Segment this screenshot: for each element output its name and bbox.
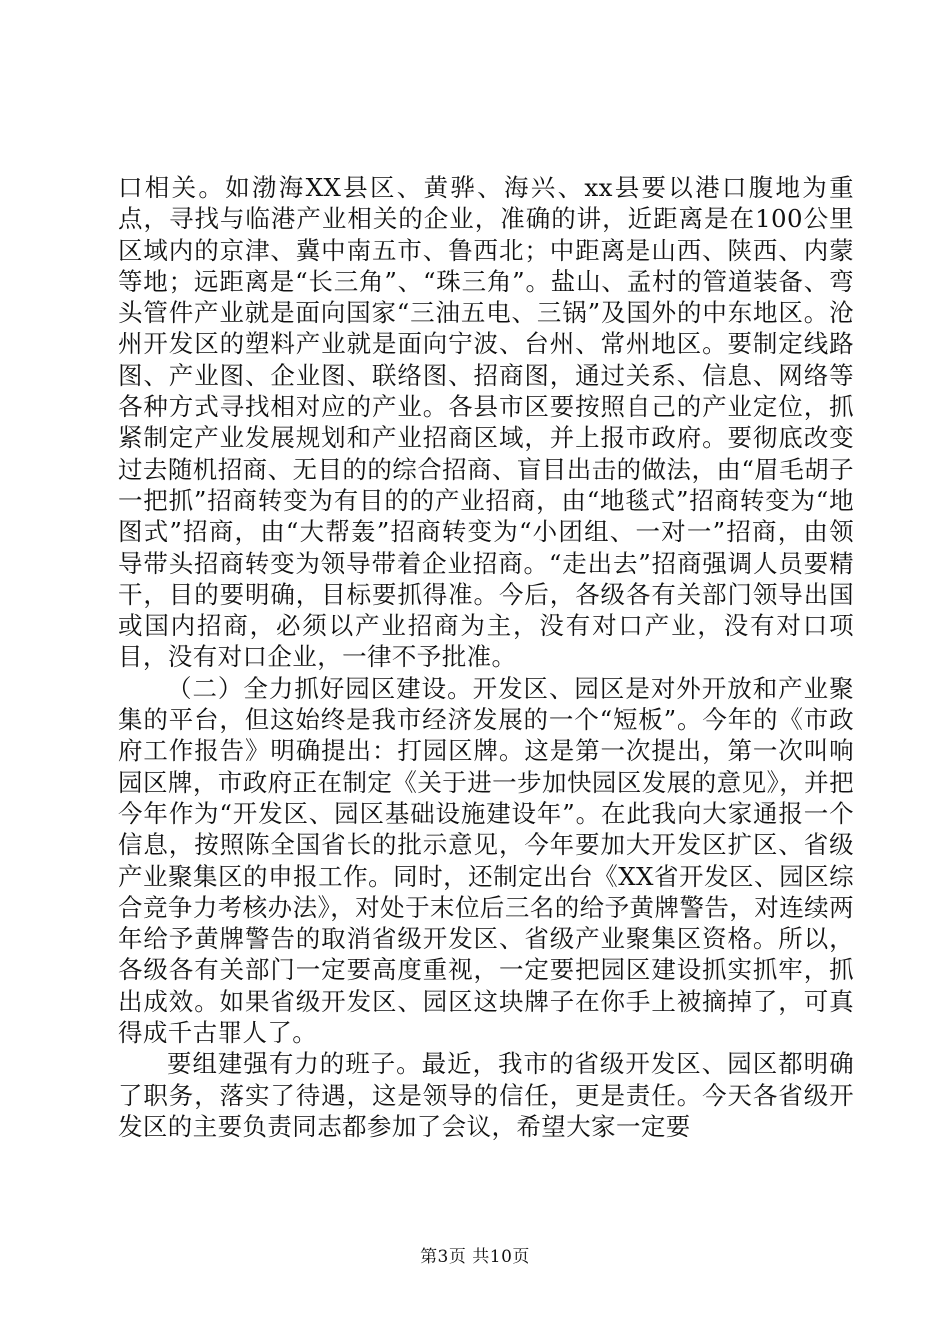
paragraph-continuation: 口相关。如渤海XX县区、黄骅、海兴、xx县要以港口腹地为重点，寻找与临港产业相关的企业，准确的讲，近距离是在100公里区域内的京津、冀中南五市、鲁西北；中距离是山西、陕西、内蒙等地；远距离是“长三角”、“珠三角”。盐山、孟村的管道装备、弯头管件产业就是面向国家“三油五电、三锅”及国外的中东地区。沧州开发区的塑料产业就是面向宁波、台州、常州地区。要制定线路图、产业图、企业图、联络图、招商图，通过关系、信息、网络等各种方式寻找相对应的产业。各县市区要按照自己的产业定位，抓紧制定产业发展规划和产业招商区域，并上报市政府。要彻底改变过去随机招商、无目的的综合招商、盲目出击的做法，由“眉毛胡子一把抓”招商转变为有目的的产业招商，由“地毯式”招商转变为“地图式”招商，由“大帮轰”招商转变为“小团组、一对一”招商，由领导带头招商转变为领导带着企业招商。“走出去”招商强调人员要精干，目的要明确，目标要抓得准。今后，各级各有关部门领导出国或国内招商，必须以产业招商为主，没有对口产业，没有对口项目，没有对口企业，一律不予批准。: [118, 173, 854, 672]
paragraph-park-construction: （二）全力抓好园区建设。开发区、园区是对外开放和产业聚集的平台，但这始终是我市经济发展的一个“短板”。今年的《市政府工作报告》明确提出：打园区牌。这是第一次提出，第一次叫响园区牌，市政府正在制定《关于进一步加快园区发展的意见》，并把今年作为“开发区、园区基础设施建设年”。在此我向大家通报一个信息，按照陈全国省长的批示意见，今年要加大开发区扩区、省级产业聚集区的申报工作。同时，还制定出台《XX省开发区、园区综合竞争力考核办法》，对处于末位后三名的给予黄牌警告，对连续两年给予黄牌警告的取消省级开发区、省级产业聚集区资格。所以，各级各有关部门一定要高度重视，一定要把园区建设抓实抓牢，抓出成效。如果省级开发区、园区这块牌子在你手上被摘掉了，可真得成千古罪人了。: [118, 673, 854, 1048]
page-footer: 第3页 共10页: [420, 1247, 530, 1267]
paragraph-leadership-team: 要组建强有力的班子。最近，我市的省级开发区、园区都明确了职务，落实了待遇，这是领导的信任，更是责任。今天各省级开发区的主要负责同志都参加了会议，希望大家一定要: [118, 1049, 854, 1141]
document-body: [118, 172, 854, 1142]
